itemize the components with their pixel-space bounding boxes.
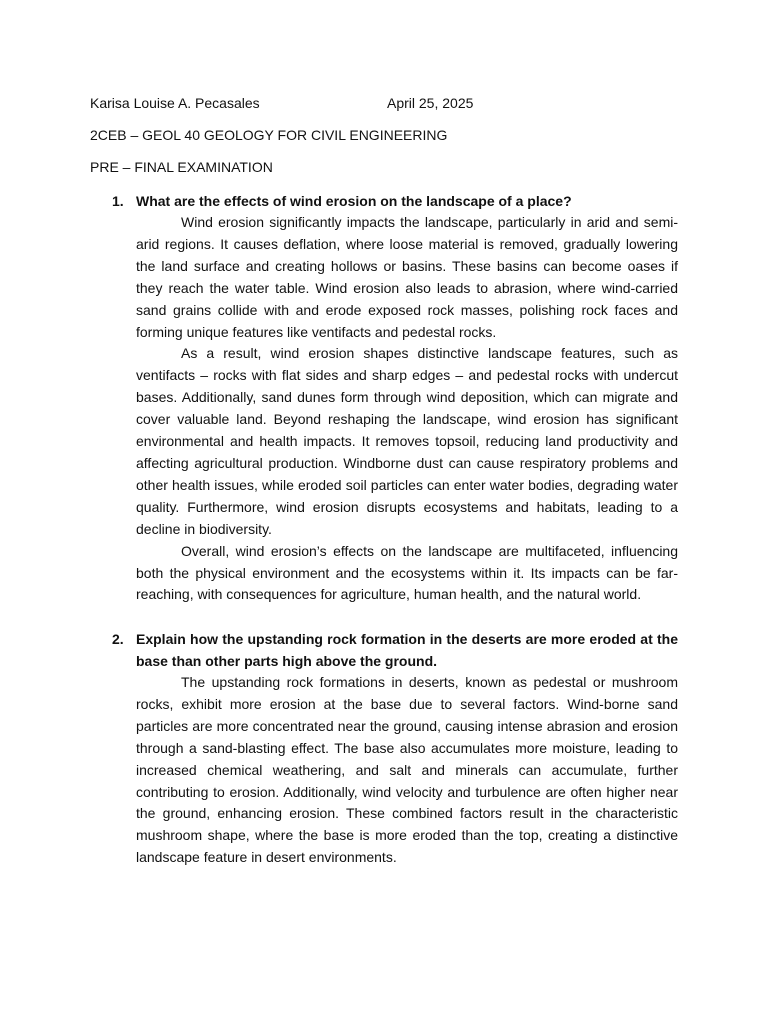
author-name: Karisa Louise A. Pecasales bbox=[90, 95, 260, 111]
question-1 bbox=[112, 190, 678, 606]
question-text: What are the effects of wind erosion on the landscape of a place? bbox=[136, 193, 572, 209]
answer-paragraph: As a result, wind erosion shapes distinctive landscape features, such as ventifacts – rocks with flat sides and sharp edges – and pedestal rocks with undercut bases. Additionally, sand dunes form through wind deposition, which can migrate and cover valuable land. Beyond reshaping the landscape, wind erosion has significant environmental and health impacts. It removes topsoil, reducing land productivity and affecting agricultural production. Windborne dust can cause respiratory problems and other health issues, while eroded soil particles can enter water bodies, degrading water quality. Furthermore, wind erosion disrupts ecosystems and habitats, leading to a decline in biodiversity. bbox=[136, 345, 678, 537]
answer-paragraph: The upstanding rock formations in deserts, known as pedestal or mushroom rocks, exhibit more erosion at the base due to several factors. Wind-borne sand particles are more concentrated near the ground, causing intense abrasion and erosion through a sand-blasting effect. The base also accumulates more moisture, leading to increased chemical weathering, and salt and minerals can accumulate, further contributing to erosion. Additionally, wind velocity and turbulence are often higher near the ground, enhancing erosion. These combined factors result in the characteristic mushroom shape, where the base is more eroded than the top, creating a distinctive landscape feature in desert environments. bbox=[136, 674, 678, 866]
answer-paragraph: Overall, wind erosion’s effects on the landscape are multifaceted, influencing both the physical environment and the ecosystems within it. Its impacts can be far-reaching, with consequences for agriculture, human health, and the natural world. bbox=[136, 542, 678, 603]
question-title bbox=[112, 628, 678, 672]
question-title bbox=[112, 190, 678, 212]
course-title: 2CEB – GEOL 40 GEOLOGY FOR CIVIL ENGINEERING bbox=[90, 127, 448, 143]
question-number: 1. bbox=[112, 193, 124, 209]
question-number: 2. bbox=[112, 631, 124, 647]
question-2 bbox=[112, 628, 678, 869]
exam-title: PRE – FINAL EXAMINATION bbox=[90, 159, 273, 175]
author-date-line bbox=[90, 94, 474, 112]
question-text: Explain how the upstanding rock formation in the deserts are more eroded at the base than other parts high above the ground. bbox=[136, 631, 678, 669]
answer-paragraph: Wind erosion significantly impacts the landscape, particularly in arid and semi-arid regions. It causes deflation, where loose material is removed, gradually lowering the land surface and creating hollows or basins. These basins can become oases if they reach the water table. Wind erosion also leads to abrasion, where wind-carried sand grains collide with and erode exposed rock masses, polishing rock faces and forming unique features like ventifacts and pedestal rocks. bbox=[136, 214, 678, 340]
date: April 25, 2025 bbox=[387, 95, 474, 111]
